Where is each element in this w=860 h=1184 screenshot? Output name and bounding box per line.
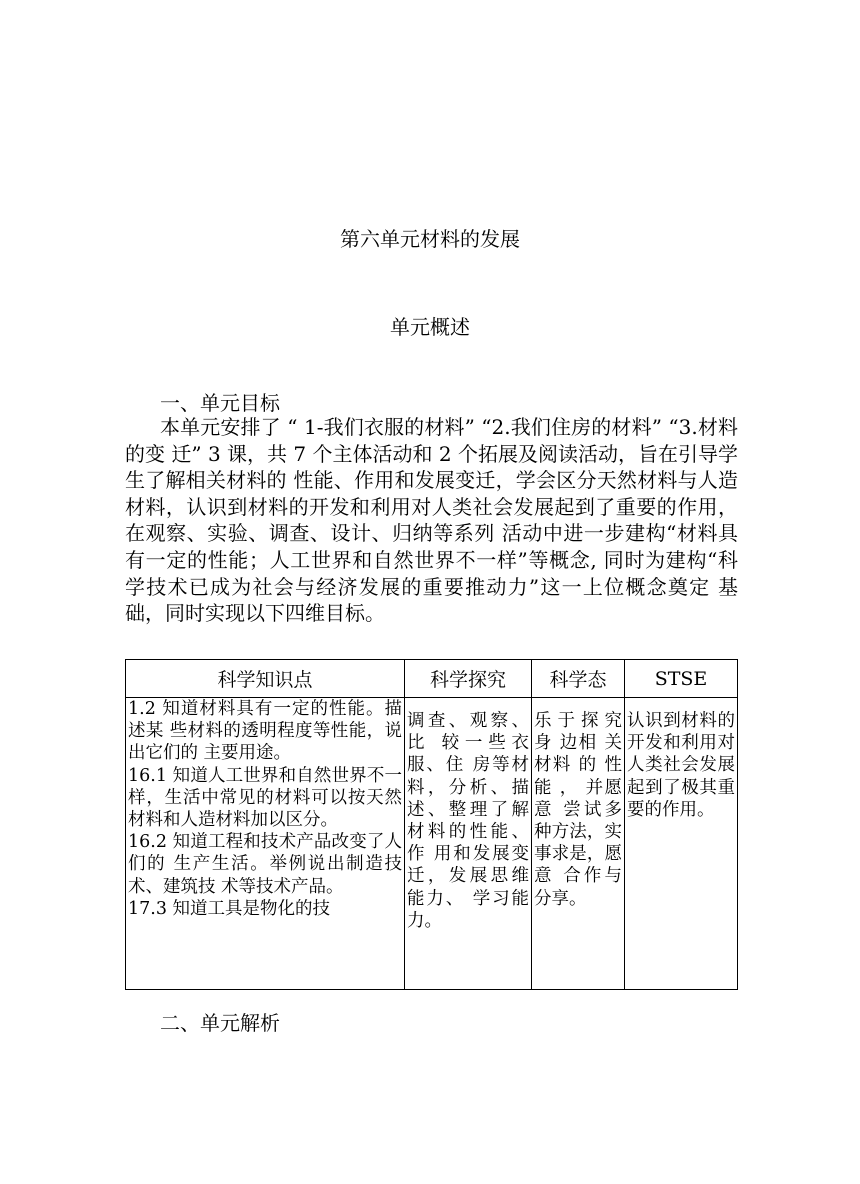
- attitude-text: 乐 于 探 究身 边相 关 材料 的 性能 ， 并愿 意 尝试多 种方法，实事求是，愿 意 合作与 分享。: [534, 711, 622, 909]
- table-row: [126, 698, 738, 990]
- header-knowledge: 科学知识点: [126, 660, 405, 698]
- table-header-row: [126, 660, 738, 698]
- knowledge-item: 16.2 知道工程和技术产品改变了人们的 生产生活。举例说出制造技术、建筑技 术等技术产品。: [128, 832, 402, 897]
- knowledge-item: 1.2 知道材料具有一定的性能。描述某 些材料的透明程度等性能，说出它们的 主要用途。: [128, 699, 402, 764]
- page-title: 第六单元材料的发展: [340, 227, 520, 251]
- inquiry-text: 调查、观察、比 较一些衣服、住 房等材料，分析、描述、整理了解 材料的性能、作 用和发展变迁，发展思维能力、 学习能力。: [407, 711, 529, 931]
- header-inquiry: 科学探究: [405, 660, 532, 698]
- header-attitude: 科学态: [532, 660, 625, 698]
- knowledge-cell: [126, 698, 405, 990]
- knowledge-item: 16.1 知道人工世界和自然世界不一样，生活中常见的材料可以按天然材料和人造材料加以区分。: [128, 765, 402, 831]
- section-heading-unit-analysis: 二、单元解析: [160, 1011, 280, 1035]
- unit-goals-paragraph: 本单元安排了 “ 1-我们衣服的材料” “2.我们住房的材料” “3.材料的变 迁” 3 课，共 7 个主体活动和 2 个拓展及阅读活动，旨在引导学生了解相关材料的 性能、作用和发展变迁，学会区分天然材料与人造材料，认识到材料的开发和利用对人类社会发展起到了重要的作用，在观察、实验、调查、设计、归纳等系列 活动中进一步建构“材料具有一定的性能；人工世界和自然世界不一样”等概念, 同时为建构“科学技术已成为社会与经济发展的重要推动力”这一上位概念奠定 基础，同时实现以下四维目标。: [125, 415, 738, 626]
- goals-table: [125, 659, 738, 990]
- inquiry-cell: [405, 698, 532, 990]
- section-heading-unit-goals: 一、单元目标: [160, 391, 280, 415]
- knowledge-item: 17.3 知道工具是物化的技: [128, 898, 331, 919]
- attitude-cell: [532, 698, 625, 990]
- stse-text: 认识到材料的 开发和利用对人类社会发展 起到了极其重要的作用。: [627, 711, 735, 820]
- stse-cell: [625, 698, 738, 990]
- header-stse: STSE: [625, 660, 738, 698]
- unit-overview-title: 单元概述: [390, 315, 470, 339]
